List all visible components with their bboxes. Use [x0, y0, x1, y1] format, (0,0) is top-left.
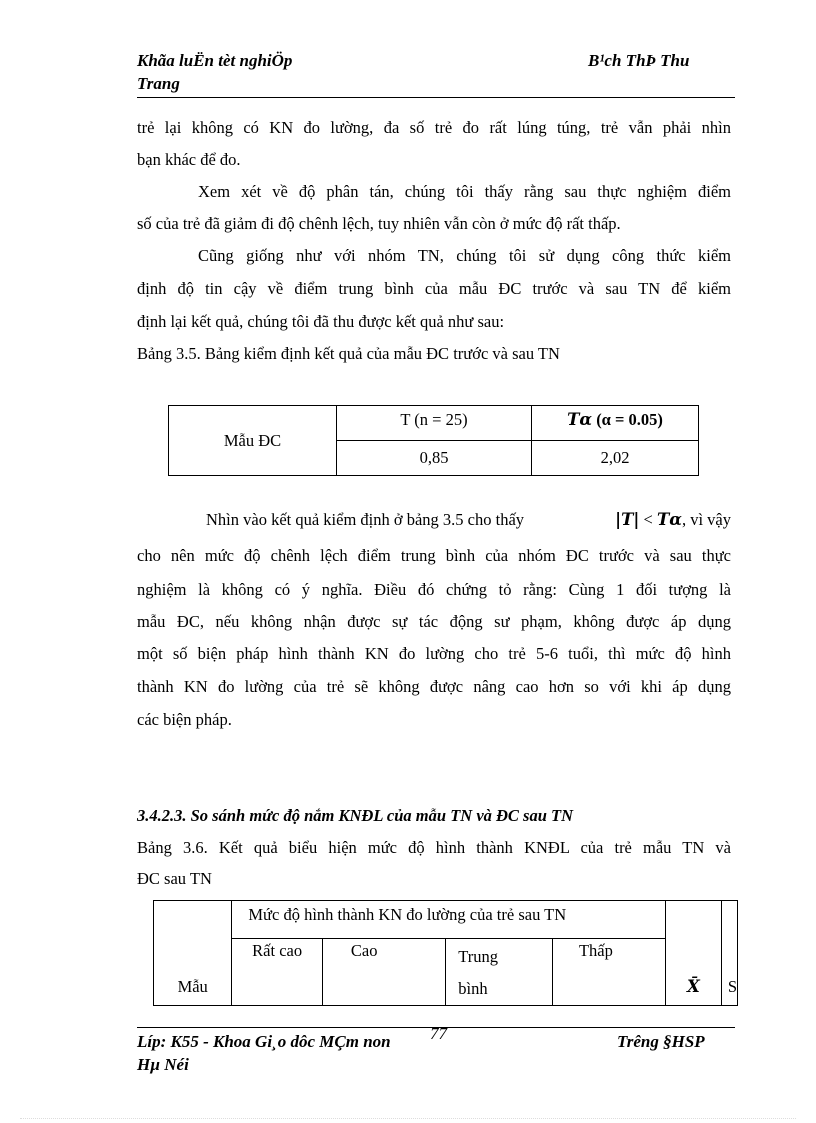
medium-header-line-1: Trung [458, 947, 498, 966]
table-3-5-caption: Bảng 3.5. Bảng kiểm định kết quả của mẫu ĐC trước và sau TN [137, 344, 560, 363]
conclusion-line-1-suffix: , vì vậy [681, 510, 731, 529]
header-rule [137, 97, 735, 98]
table-3-6-mean-header [665, 901, 721, 1006]
t-alpha-symbol: Tα [567, 410, 593, 429]
paragraph-1-line-1: trẻ lại không có KN đo lường, đa số trẻ đo rất lúng túng, trẻ vẫn phải nhìn [137, 118, 731, 137]
table-3-6-very-high-header: Rất cao [232, 939, 322, 1006]
page-bottom-border [20, 1118, 796, 1119]
section-heading: 3.4.2.3. So sánh mức độ nắm KNĐL của mẫu TN và ĐC sau TN [137, 806, 574, 825]
table-3-6-sample-header: Mẫu [154, 901, 232, 1006]
paragraph-1-line-2: bạn khác để đo. [137, 150, 241, 169]
table-3-6-caption-line-1: Bảng 3.6. Kết quả biểu hiện mức độ hình thành KNĐL của trẻ mẫu TN và [137, 838, 731, 857]
conclusion-line-3: nghiệm là không có ý nghĩa. Điều đó chứng tỏ rằng: Cùng 1 đối tượng là [137, 580, 731, 599]
paragraph-2-line-2: số của trẻ đã giảm đi độ chênh lệch, tuy nhiên vẫn còn ở mức độ rất thấp. [137, 214, 621, 233]
conclusion-line-1 [206, 510, 731, 530]
t-alpha-inline-symbol: Tα [656, 510, 682, 529]
conclusion-line-6: thành KN đo lường của trẻ sẽ không được nâng cao hơn so với khi áp dụng [137, 677, 731, 696]
header-title-left-continued: Trang [137, 74, 180, 93]
table-3-6-low-header: Thấp [552, 939, 665, 1006]
conclusion-line-7: các biện pháp. [137, 710, 232, 729]
table-3-5-col1-value: 0,85 [337, 441, 532, 476]
paragraph-3-line-1: Cũng giống như với nhóm TN, chúng tôi sử dụng công thức kiểm [198, 246, 731, 265]
footer-left-text-continued: Hµ Néi [137, 1055, 189, 1074]
conclusion-line-1-text: Nhìn vào kết quả kiểm định ở bảng 3.5 cho thấy [206, 510, 525, 529]
abs-t-symbol: |T| [615, 510, 640, 529]
table-3-6-sd-header: S [721, 901, 737, 1006]
table-3-6 [153, 900, 738, 1006]
paragraph-3-line-2: định độ tin cậy về điểm trung bình của mẫu ĐC trước và sau TN để kiểm [137, 279, 731, 298]
table-3-5-col2-header [532, 406, 699, 441]
conclusion-line-5: một số biện pháp hình thành KN đo lường cho trẻ 5-6 tuổi, thì mức độ hình [137, 644, 731, 663]
x-bar-symbol: X̄ [686, 977, 700, 996]
alpha-condition: (α = 0.05) [596, 410, 663, 429]
header-title-left: Khãa luËn tèt nghiÖp [137, 51, 293, 70]
table-3-6-caption-line-2: ĐC sau TN [137, 869, 212, 888]
table-3-5-col1-header: T (n = 25) [337, 406, 532, 441]
conclusion-line-4: mẫu ĐC, nếu không nhận được sự tác động sư phạm, không được áp dụng [137, 612, 731, 631]
paragraph-2-line-1: Xem xét về độ phân tán, chúng tôi thấy rằng sau thực nghiệm điểm [198, 182, 731, 201]
footer-left-text: Líp: K55 - Khoa Gi¸o dôc MÇm non [137, 1032, 391, 1051]
page-number: 77 [430, 1024, 447, 1043]
less-than-symbol: < [643, 510, 653, 529]
table-3-5-row-label: Mẫu ĐC [169, 406, 337, 476]
table-3-6-group-header: Mức độ hình thành KN đo lường của trẻ sau TN [232, 901, 665, 939]
footer-right-text: Trêng §HSP [617, 1032, 705, 1051]
paragraph-3-line-3: định lại kết quả, chúng tôi đã thu được kết quả như sau: [137, 312, 505, 331]
table-3-6-medium-header [446, 939, 553, 1006]
table-3-5 [168, 405, 699, 476]
table-3-6-high-header: Cao [322, 939, 445, 1006]
medium-header-line-2: bình [458, 979, 488, 998]
table-3-5-col2-value: 2,02 [532, 441, 699, 476]
header-author-name: B¹ch ThÞ Thu [588, 51, 690, 70]
conclusion-line-2: cho nên mức độ chênh lệch điểm trung bình của nhóm ĐC trước và sau thực [137, 546, 731, 565]
